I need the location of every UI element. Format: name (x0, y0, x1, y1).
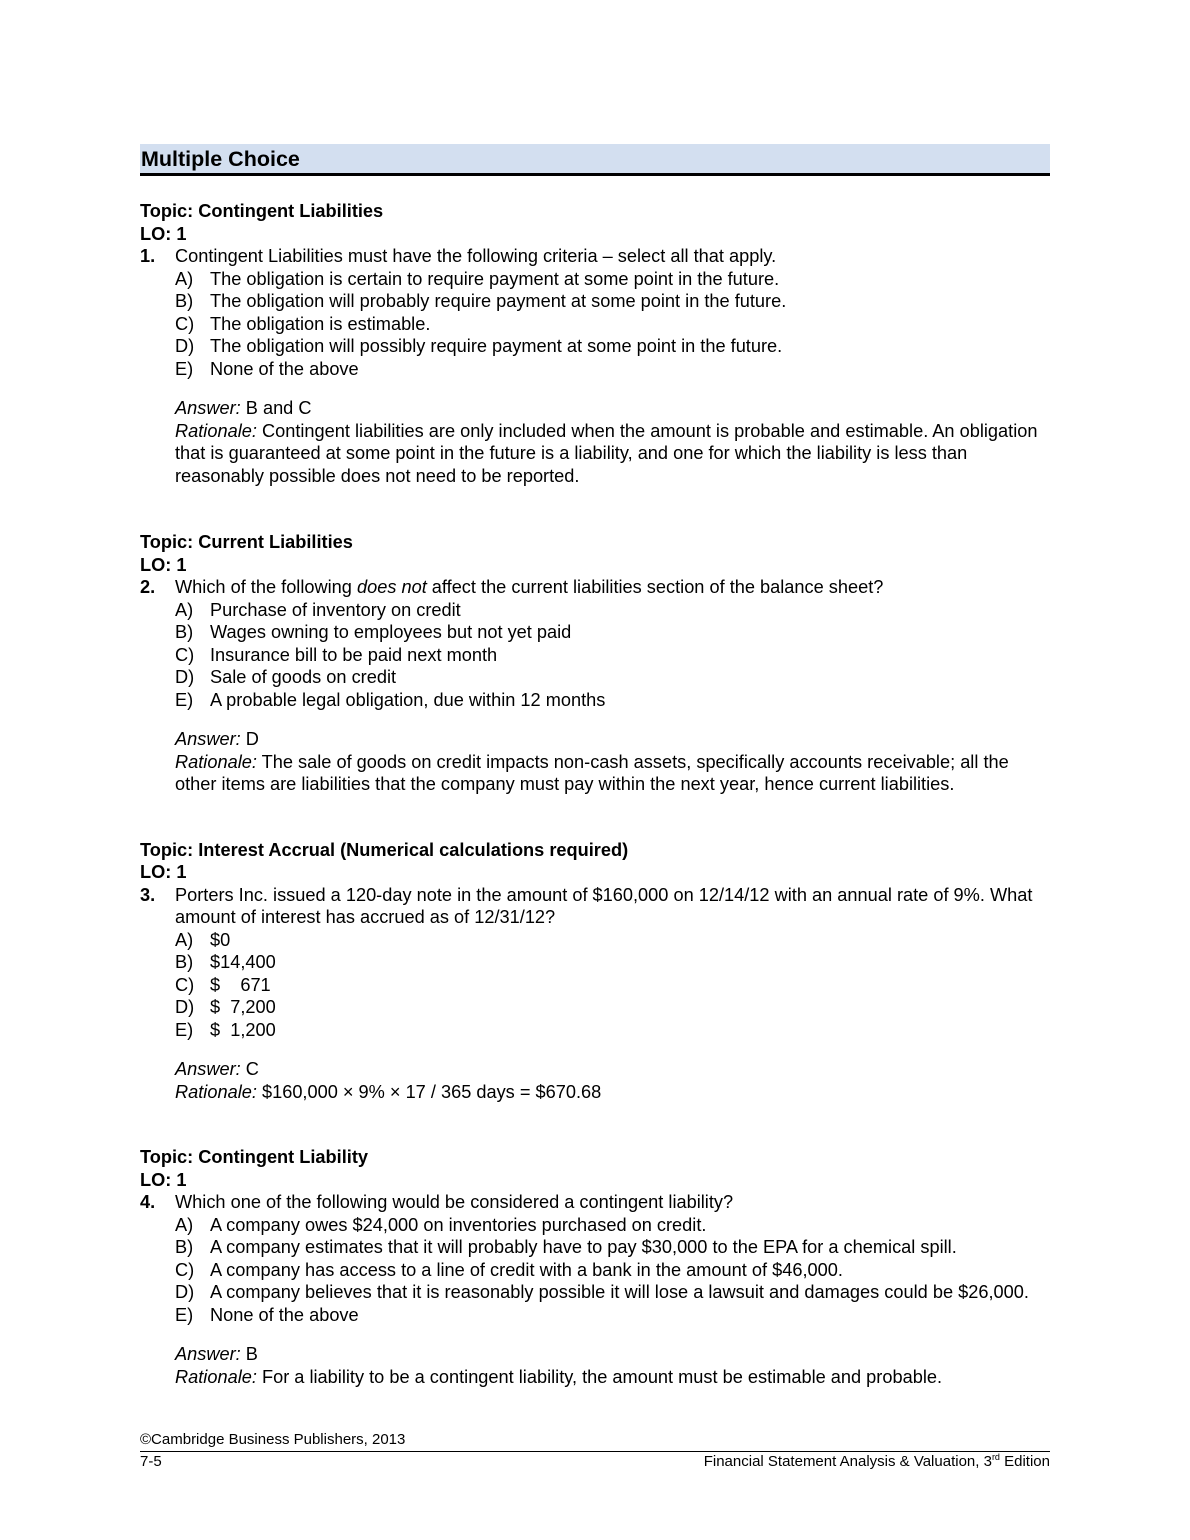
answer-label: Answer: (175, 1344, 241, 1364)
choice-item (140, 929, 1050, 952)
rationale-text: The sale of goods on credit impacts non-cash assets, specifically accounts receivable; all the other items are liabilities that the company must pay within the next year, hence current liabilities. (175, 751, 1009, 794)
choice-text: The obligation will possibly require payment at some point in the future. (210, 336, 783, 356)
choice-item (140, 1236, 1050, 1259)
answer-label: Answer: (175, 729, 241, 749)
choice-text: The obligation is certain to require payment at some point in the future. (210, 268, 780, 289)
footer-copyright: ©Cambridge Business Publishers, 2013 (140, 1431, 406, 1448)
learning-objective: LO: 1 (140, 554, 187, 575)
choice-letter: C) (175, 313, 195, 334)
choice-item (140, 974, 1050, 997)
choice-text: Purchase of inventory on credit (210, 599, 461, 620)
choice-list (140, 599, 1050, 712)
answer-label: Answer: (175, 1059, 241, 1079)
choice-list (140, 929, 1050, 1042)
choice-item (140, 1019, 1050, 1042)
rationale-label: Rationale: (175, 751, 257, 772)
rationale-line (175, 1366, 1050, 1389)
choice-letter: D) (175, 1282, 195, 1302)
choice-letter: A) (175, 929, 194, 950)
rationale-label: Rationale: (175, 420, 257, 441)
choice-letter: C) (175, 1259, 195, 1280)
choice-letter: E) (175, 358, 194, 379)
rationale-label: Rationale: (175, 1081, 257, 1102)
choice-letter: A) (175, 268, 194, 289)
choice-letter: E) (175, 1019, 194, 1040)
answer-line (175, 397, 1050, 420)
choice-item (140, 358, 1050, 381)
answer-block (140, 728, 1050, 796)
choice-text: Wages owning to employees but not yet paid (210, 622, 572, 642)
choice-text: A company has access to a line of credit with a bank in the amount of $46,000. (210, 1259, 843, 1280)
choice-text: Sale of goods on credit (210, 667, 397, 687)
topic-heading: Topic: Contingent Liabilities (140, 201, 384, 221)
answer-value: B and C (245, 398, 312, 418)
choice-letter: D) (175, 667, 195, 687)
choice-item (140, 621, 1050, 644)
choice-text: The obligation will probably require payment at some point in the future. (210, 291, 787, 311)
answer-label: Answer: (175, 398, 241, 418)
choice-letter: C) (175, 974, 195, 995)
learning-objective: LO: 1 (140, 862, 187, 882)
footer-line (140, 1453, 1050, 1470)
choice-text: None of the above (210, 358, 359, 379)
choice-text: A company believes that it is reasonably possible it will lose a lawsuit and damages could be $26,000. (210, 1282, 1029, 1302)
answer-block (140, 1058, 1050, 1103)
rationale-text: For a liability to be a contingent liability, the amount must be estimable and probable. (261, 1366, 943, 1387)
question-stem-row (140, 245, 1050, 268)
question-stem: Which of the following does not affect the current liabilities section of the balance sheet? (175, 577, 884, 597)
choice-item (140, 1214, 1050, 1237)
choice-item (140, 644, 1050, 667)
choice-letter: E) (175, 689, 194, 710)
question-1 (140, 200, 1050, 487)
choice-list (140, 1214, 1050, 1327)
answer-line (175, 728, 1050, 751)
question-number: 4. (140, 1192, 156, 1212)
choice-letter: B) (175, 291, 194, 311)
choice-letter: B) (175, 1237, 194, 1257)
choice-item (140, 689, 1050, 712)
choice-item (140, 268, 1050, 291)
choice-item (140, 1304, 1050, 1327)
question-stem-row (140, 884, 1050, 929)
question-number: 2. (140, 577, 156, 597)
footer-divider (140, 1451, 1050, 1452)
question-stem: Contingent Liabilities must have the following criteria – select all that apply. (175, 246, 777, 266)
choice-item (140, 1259, 1050, 1282)
choice-letter: B) (175, 622, 194, 642)
choice-item (140, 951, 1050, 974)
choice-text: $14,400 (210, 952, 276, 972)
page-number: 7-5 (140, 1453, 162, 1470)
choice-letter: D) (175, 336, 195, 356)
question-3 (140, 839, 1050, 1104)
topic-heading: Topic: Current Liabilities (140, 532, 353, 552)
choice-letter: E) (175, 1304, 194, 1325)
choice-item (140, 335, 1050, 358)
topic-heading: Topic: Contingent Liability (140, 1147, 368, 1167)
question-number: 1. (140, 246, 156, 266)
topic-heading: Topic: Interest Accrual (Numerical calculations required) (140, 839, 629, 860)
choice-text: The obligation is estimable. (210, 313, 431, 334)
choice-item (140, 313, 1050, 336)
answer-value: C (245, 1059, 259, 1079)
choice-item (140, 290, 1050, 313)
rationale-line (175, 751, 1050, 796)
question-4 (140, 1146, 1050, 1388)
question-number: 3. (140, 884, 156, 905)
learning-objective: LO: 1 (140, 1169, 187, 1190)
choice-text: $ 671 (210, 974, 271, 995)
choice-text: Insurance bill to be paid next month (210, 644, 498, 665)
choice-text: A company estimates that it will probably have to pay $30,000 to the EPA for a chemical spill. (210, 1237, 957, 1257)
choice-text: A company owes $24,000 on inventories purchased on credit. (210, 1214, 707, 1235)
choice-item (140, 666, 1050, 689)
choice-text: $ 1,200 (210, 1019, 276, 1040)
choice-item (140, 996, 1050, 1019)
answer-line (175, 1058, 1050, 1081)
choice-text: A probable legal obligation, due within 12 months (210, 689, 606, 710)
rationale-label: Rationale: (175, 1366, 257, 1387)
learning-objective: LO: 1 (140, 223, 187, 244)
choice-letter: C) (175, 644, 195, 665)
rationale-line (175, 420, 1050, 488)
choice-letter: A) (175, 599, 194, 620)
choice-item (140, 1281, 1050, 1304)
answer-block (140, 1343, 1050, 1388)
rationale-line (175, 1081, 1050, 1104)
choice-letter: D) (175, 997, 195, 1017)
rationale-text: Contingent liabilities are only included when the amount is probable and estimable. An obligation that is guaranteed at some point in the future is a liability, and one for which the liability is less than reasonably possible does not need to be reported. (175, 420, 1038, 486)
page-body (140, 144, 1050, 1388)
question-stem: Porters Inc. issued a 120-day note in the amount of $160,000 on 12/14/12 with an annual rate of 9%. What amount of interest has accrued as of 12/31/12? (175, 884, 1033, 927)
answer-value: B (245, 1344, 258, 1364)
choice-letter: B) (175, 952, 194, 972)
section-title: Multiple Choice (140, 144, 1050, 176)
book-title: Financial Statement Analysis & Valuation, 3rd Edition (703, 1452, 1050, 1470)
choice-item (140, 599, 1050, 622)
choice-text: $ 7,200 (210, 997, 276, 1017)
answer-block (140, 397, 1050, 487)
rationale-text: $160,000 × 9% × 17 / 365 days = $670.68 (261, 1081, 602, 1102)
question-2 (140, 531, 1050, 796)
choice-text: None of the above (210, 1304, 359, 1325)
question-stem-row (140, 1191, 1050, 1214)
answer-value: D (245, 729, 259, 749)
choice-list (140, 268, 1050, 381)
choice-text: $0 (210, 929, 231, 950)
question-stem-row (140, 576, 1050, 599)
answer-line (175, 1343, 1050, 1366)
question-stem: Which one of the following would be considered a contingent liability? (175, 1192, 734, 1212)
choice-letter: A) (175, 1214, 194, 1235)
